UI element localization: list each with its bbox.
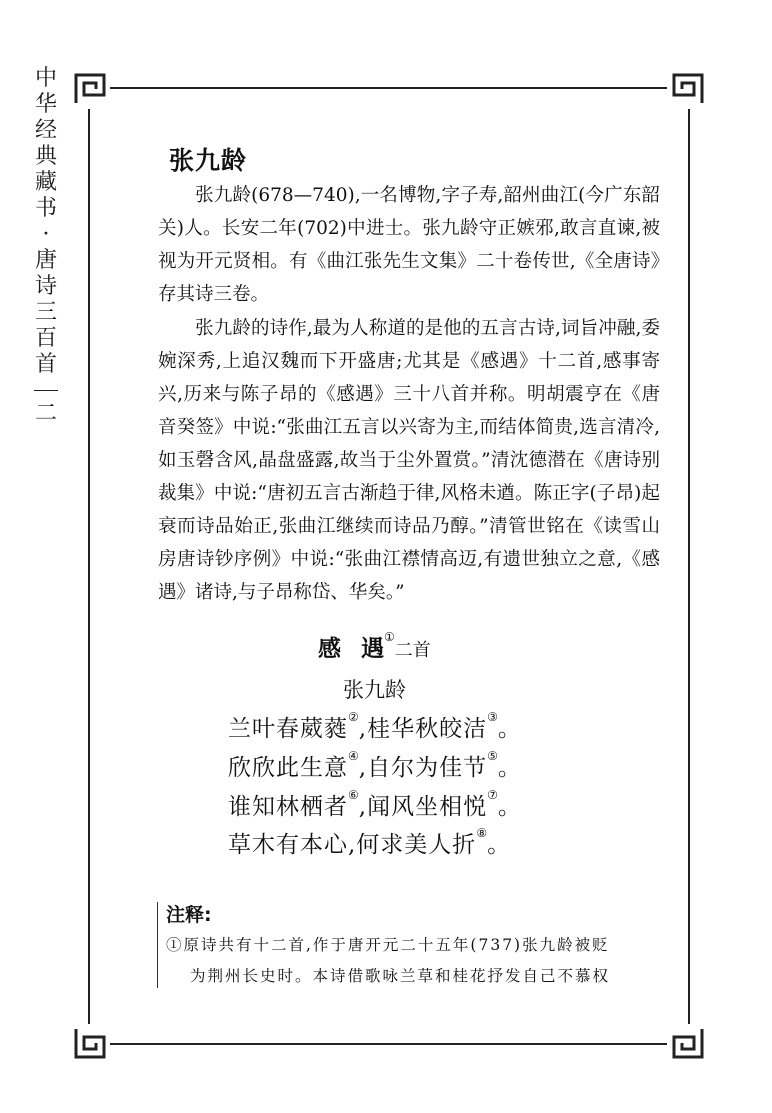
- running-title-char: 典: [34, 144, 57, 169]
- notes-heading: 注释:: [166, 904, 212, 926]
- running-title-char: 三: [34, 300, 57, 325]
- note-line: ①原诗共有十二首,作于唐开元二十五年(737)张九龄被贬: [166, 936, 610, 954]
- frame-top-line: [110, 87, 667, 89]
- frame-bottom-line: [110, 1043, 667, 1045]
- note-line: 为荆州长史时。本诗借歌咏兰草和桂花抒发自己不慕权: [190, 967, 611, 985]
- poem-title-note-marker: ①: [384, 630, 395, 644]
- notes-side-bar: [157, 902, 158, 988]
- poem-line-text: 兰叶春葳蕤: [228, 716, 348, 742]
- running-title-char: 首: [34, 352, 57, 377]
- poem-line-text: ,自尔为佳节: [358, 755, 488, 781]
- frame-corner-ornament-bottom-left: [73, 1026, 107, 1060]
- running-title-char: 华: [34, 92, 57, 117]
- note-marker: ⑦: [487, 788, 498, 802]
- running-title-char: 唐: [34, 248, 57, 273]
- note-marker: ③: [487, 710, 498, 724]
- running-title: [33, 66, 59, 427]
- poem-line-punct: 。: [487, 832, 512, 858]
- poem-line: [228, 749, 522, 782]
- frame-left-line: [88, 109, 90, 1024]
- poem-title-char: 感: [318, 636, 341, 662]
- running-title-char: ·: [42, 222, 50, 247]
- note-marker: ④: [348, 749, 359, 763]
- poem-author: 张九龄: [343, 678, 406, 702]
- poem-line: [228, 710, 522, 743]
- running-title-char: 书: [34, 196, 57, 221]
- note-marker: ⑤: [487, 749, 498, 763]
- running-title-char: 经: [34, 118, 57, 143]
- poem-line-text: 欣欣此生意: [228, 755, 348, 781]
- frame-right-line: [688, 109, 690, 1024]
- running-title-char: 诗: [34, 274, 57, 299]
- note-marker: ⑥: [348, 788, 359, 802]
- poem-line-punct: 。: [497, 794, 522, 820]
- poem-line-text: 谁知林栖者: [228, 794, 348, 820]
- running-title-char: 百: [34, 326, 57, 351]
- running-title-char: 中: [34, 66, 57, 91]
- frame-corner-ornament-top-left: [73, 72, 107, 106]
- poem-count: 二首: [394, 640, 431, 661]
- biography-text: 张九龄(678—740),一名博物,字子寿,韶州曲江(今广东韶关)人。长安二年(702)中进士。张九龄守正嫉邪,敢言直谏,被视为开元贤相。有《曲江张先生文集》二十卷传世,《全唐诗》存其诗三卷。: [158, 185, 660, 305]
- biography-paragraph: [158, 179, 660, 311]
- poem-line: [228, 826, 511, 859]
- frame-corner-ornament-top-right: [671, 72, 705, 106]
- poem-line-text: ,闻风坐相悦: [358, 794, 488, 820]
- poem-line-punct: 。: [497, 755, 522, 781]
- commentary-text: 张九龄的诗作,最为人称道的是他的五言古诗,词旨冲融,委婉深秀,上追汉魏而下开盛唐;尤其是《感遇》十二首,感事寄兴,历来与陈子昂的《感遇》三十八首并称。明胡震亨在《唐音癸签》中说:“张曲江五言以兴寄为主,而结体简贵,选言清冷,如玉磬含风,晶盘盛露,故当于尘外置赏。”清沈德潜在《唐诗别裁集》中说:“唐初五言古渐趋于律,风格未遒。陈正字(子昂)起衰而诗品始正,张曲江继续而诗品乃醇。”清管世铭在《读雪山房唐诗钞序例》中说:“张曲江襟情高迈,有遗世独立之意,《感遇》诸诗,与子昂称岱、华矣。”: [158, 318, 660, 603]
- poem-line: [228, 788, 522, 821]
- poem-line-text: 草木有本心,何求美人折: [228, 832, 477, 858]
- page-number: 二: [34, 401, 57, 426]
- poem-line-text: ,桂华秋皎洁: [358, 716, 488, 742]
- author-heading: 张九龄: [169, 146, 248, 175]
- frame-corner-ornament-bottom-right: [671, 1026, 705, 1060]
- poem-line-punct: 。: [497, 716, 522, 742]
- running-title-divider: [34, 390, 58, 391]
- poem-title: [318, 630, 431, 663]
- poem-title-char: 遇: [361, 636, 384, 662]
- commentary-paragraph: [158, 312, 660, 609]
- running-title-char: 藏: [34, 170, 57, 195]
- note-marker: ②: [348, 710, 359, 724]
- note-marker: ⑧: [476, 826, 488, 840]
